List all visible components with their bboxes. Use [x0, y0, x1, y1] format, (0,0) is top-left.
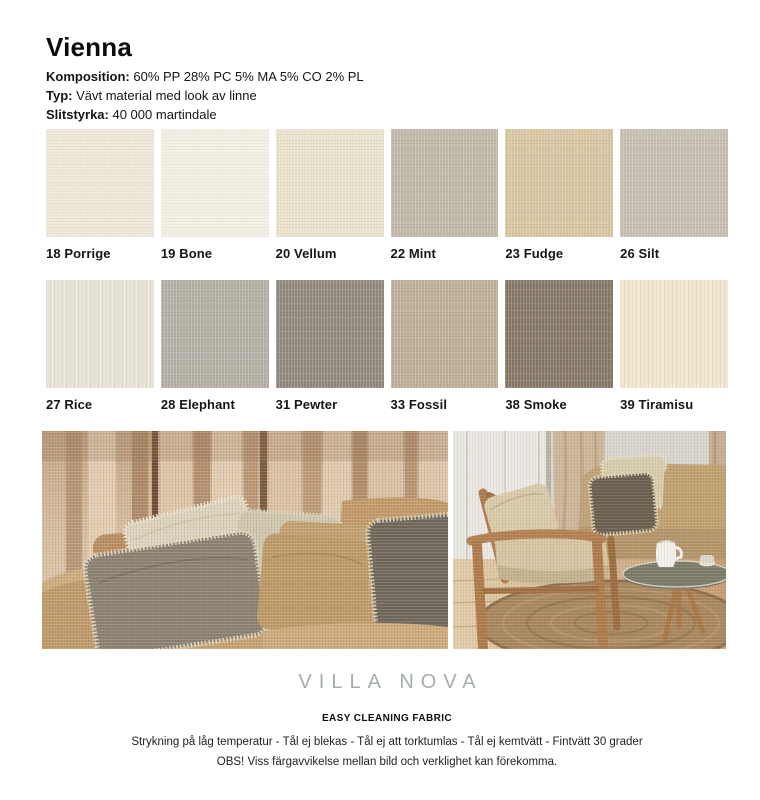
swatch-label: 33 Fossil: [390, 397, 448, 412]
swatch-label: 28 Elephant: [160, 397, 235, 412]
color-disclaimer-note: OBS! Viss färgavvikelse mellan bild och verklighet kan förekomma.: [216, 756, 558, 768]
fabric-swatch-fossil: [391, 280, 499, 388]
swatch-cell: [46, 129, 154, 280]
swatch-cell: [505, 129, 613, 280]
meta-durability-value: 40 000 martindale: [108, 107, 217, 122]
swatch-label: 19 Bone: [160, 246, 213, 261]
fabric-swatch-silt: [620, 129, 728, 237]
swatch-label: 22 Mint: [390, 246, 436, 261]
swatch-grid: [46, 129, 728, 431]
armchair-room-photo: [453, 431, 726, 649]
fabric-swatch-elephant: [161, 280, 269, 388]
meta-type-label: Typ:: [46, 88, 73, 103]
sofa-cushions-photo: [42, 431, 448, 649]
swatch-cell: [391, 280, 499, 431]
meta-composition: [46, 67, 728, 86]
swatch-cell: [391, 129, 499, 280]
swatch-label: 38 Smoke: [505, 397, 567, 412]
swatch-cell: [46, 280, 154, 431]
fabric-swatch-mint: [391, 129, 499, 237]
swatch-label: 39 Tiramisu: [620, 397, 694, 412]
swatch-cell: [161, 280, 269, 431]
meta-durability-label: Slitstyrka:: [46, 107, 109, 122]
swatch-cell: [505, 280, 613, 431]
fabric-swatch-smoke: [505, 280, 613, 388]
swatch-cell: [620, 129, 728, 280]
fabric-swatch-tiramisu: [620, 280, 728, 388]
swatch-label: 23 Fudge: [505, 246, 564, 261]
swatch-cell: [161, 129, 269, 280]
fabric-swatch-rice: [46, 280, 154, 388]
swatch-label: 31 Pewter: [275, 397, 338, 412]
easy-cleaning-tagline: EASY CLEANING FABRIC: [321, 713, 453, 724]
fabric-swatch-pewter: [276, 280, 384, 388]
swatch-cell: [276, 129, 384, 280]
lifestyle-photos: [42, 431, 728, 649]
meta-type-value: Vävt material med look av linne: [72, 88, 257, 103]
swatch-label: 26 Silt: [620, 246, 660, 261]
swatch-label: 27 Rice: [46, 397, 93, 412]
sofa-cushions-illustration: [42, 431, 448, 649]
meta-composition-label: Komposition:: [46, 69, 130, 84]
page-title: Vienna: [46, 32, 132, 62]
fabric-swatch-fudge: [505, 129, 613, 237]
swatch-label: 20 Vellum: [275, 246, 337, 261]
care-instructions: Strykning på låg temperatur - Tål ej blekas - Tål ej att torktumlas - Tål ej kemtvätt - Fintvätt 30 grader: [131, 736, 643, 748]
meta-durability: [46, 105, 728, 124]
meta-composition-value: 60% PP 28% PC 5% MA 5% CO 2% PL: [129, 69, 364, 84]
product-meta: [46, 67, 728, 124]
fabric-swatch-vellum: [276, 129, 384, 237]
swatch-label: 18 Porrige: [46, 246, 111, 261]
meta-type: [46, 86, 728, 105]
armchair-room-illustration: [453, 431, 726, 649]
fabric-swatch-porrige: [46, 129, 154, 237]
swatch-cell: [620, 280, 728, 431]
fabric-swatch-bone: [161, 129, 269, 237]
brand-logo-text: VILLA NOVA: [298, 671, 483, 693]
swatch-cell: [276, 280, 384, 431]
